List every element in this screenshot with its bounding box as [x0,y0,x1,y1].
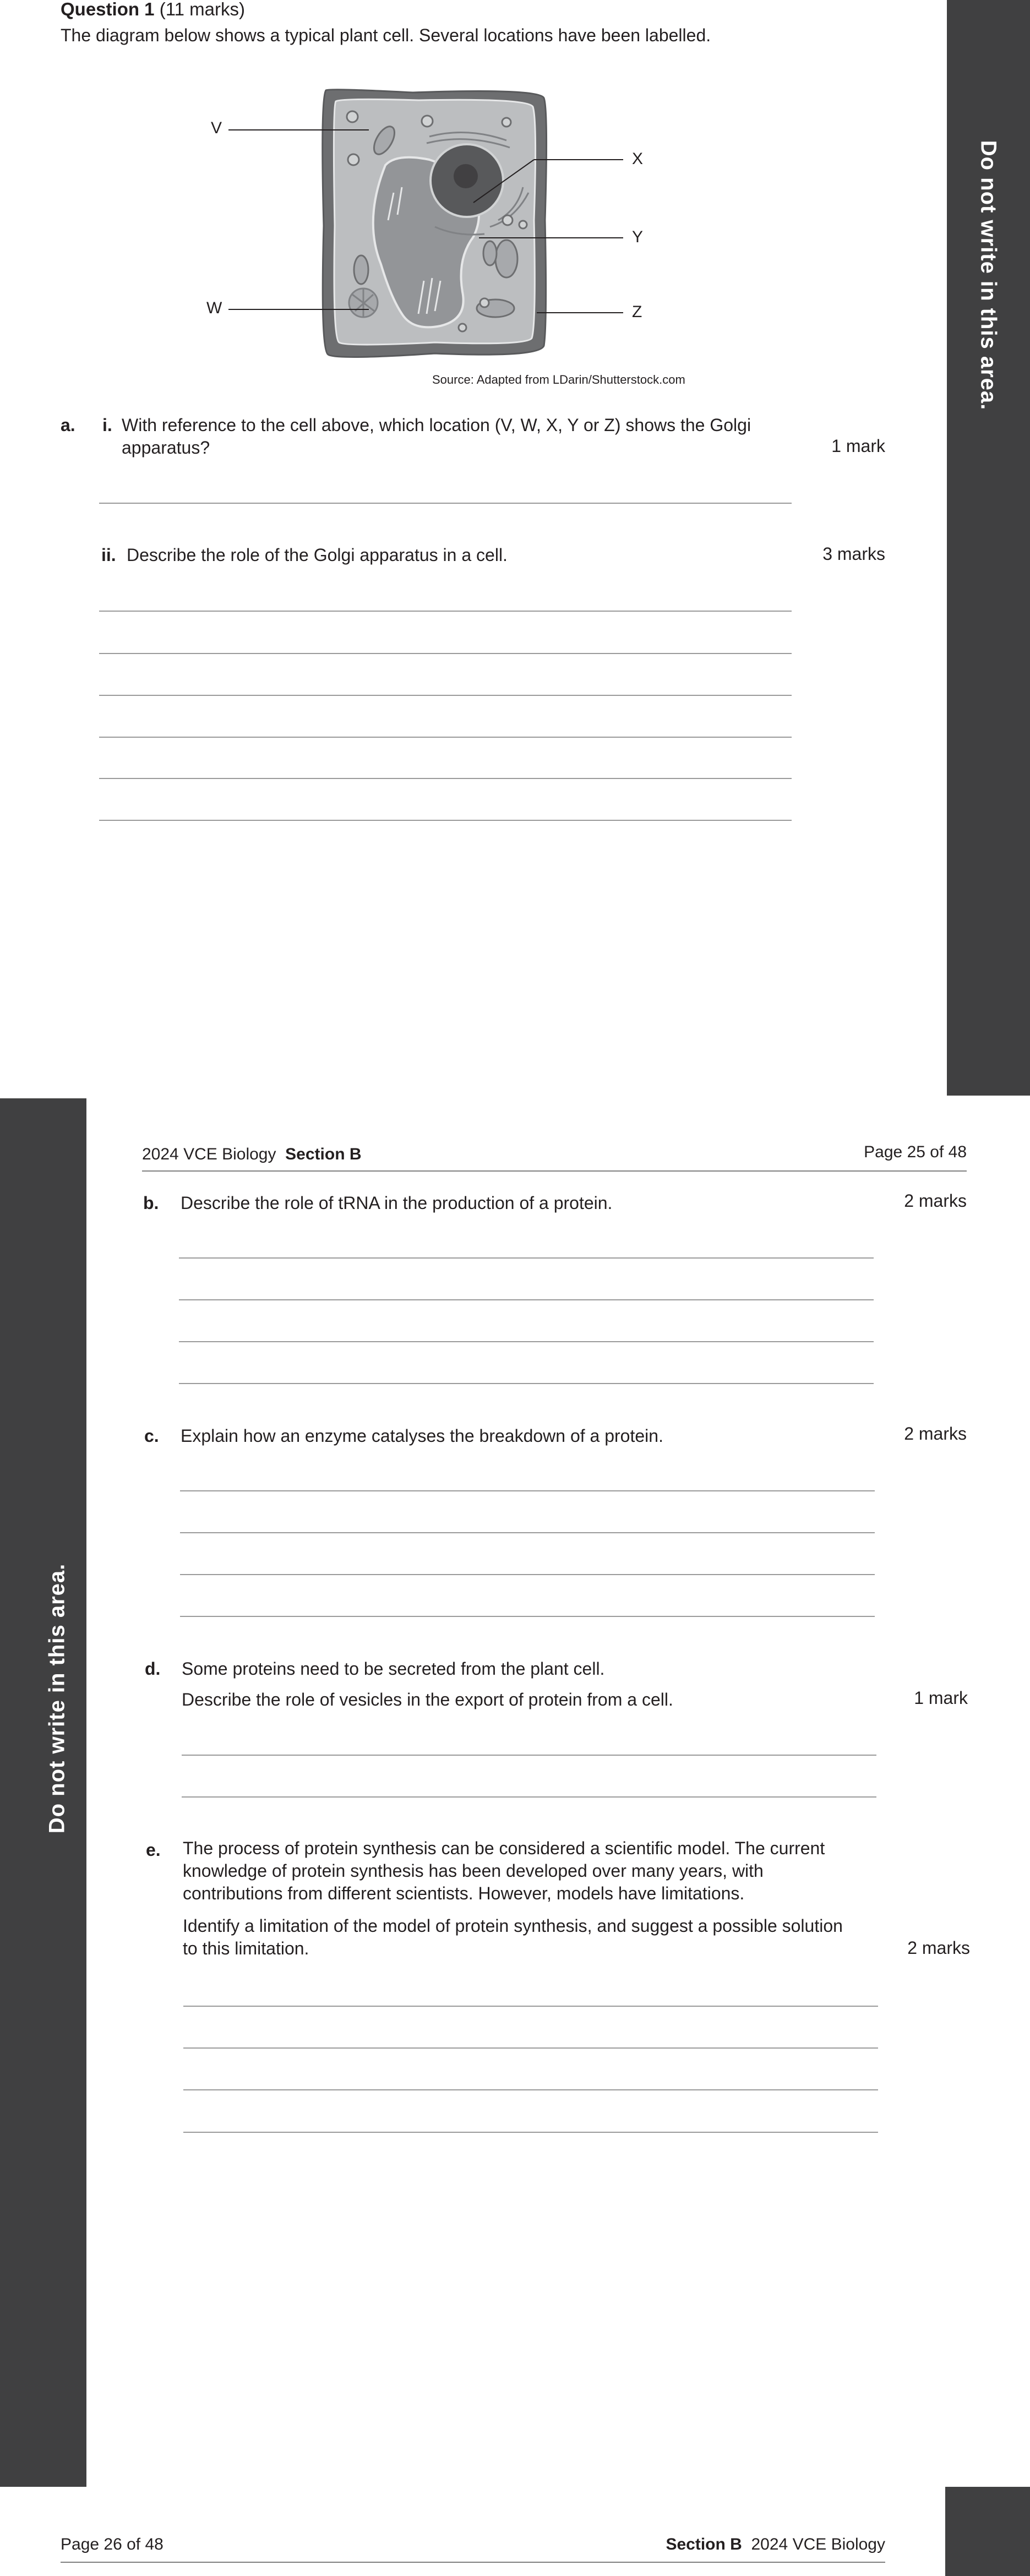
part-a-i-number: i. [102,415,112,435]
part-a-ii-number: ii. [101,545,116,565]
diagram-label-x: X [632,150,644,168]
part-e-p1-line3: contributions from different scientists. However, models have limitations. [183,1883,745,1903]
part-b-letter: b. [143,1193,159,1213]
page-footer-right [551,2535,885,2554]
nucleolus [454,164,478,188]
answer-line[interactable] [99,695,792,696]
part-c-marks: 2 marks [904,1424,967,1444]
part-e-p2-line2: to this limitation. [183,1938,309,1958]
diagram-source: Source: Adapted from LDarin/Shutterstock.com [432,373,685,386]
page-header-right: Page 25 of 48 [864,1143,967,1161]
answer-line[interactable] [183,2089,878,2090]
footer-rule [61,2562,885,2563]
header-section: Section B [285,1145,362,1163]
chloroplast [495,240,517,277]
diagram-label-z: Z [632,303,642,321]
answer-line[interactable] [183,2006,878,2007]
answer-line[interactable] [99,778,792,779]
diagram-label-w: W [206,299,222,317]
diagram-label-y: Y [632,228,644,246]
part-a-i-marks: 1 mark [831,436,885,456]
chloroplast [354,255,368,284]
part-d-text1: Some proteins need to be secreted from the plant cell. [182,1659,605,1679]
part-d-text2: Describe the role of vesicles in the export of protein from a cell. [182,1690,673,1709]
part-c-text: Explain how an enzyme catalyses the breakdown of a protein. [181,1426,663,1446]
header-rule [142,1170,967,1172]
answer-line[interactable] [179,1341,874,1342]
answer-line[interactable] [179,1383,874,1384]
part-e-marks: 2 marks [907,1938,970,1958]
part-a-i-question [122,414,751,459]
part-e-p1-line2: knowledge of protein synthesis has been developed over many years, with [183,1861,764,1881]
answer-line[interactable] [182,1796,876,1798]
answer-line[interactable] [183,2047,878,2049]
header-subject: 2024 VCE Biology [142,1145,276,1163]
part-a-ii-text: Describe the role of the Golgi apparatus in a cell. [127,545,508,565]
part-a-letter: a. [61,415,75,435]
answer-line[interactable] [180,1574,875,1575]
plant-cell-diagram [198,83,661,369]
golgi-apparatus [349,288,378,317]
chloroplast [483,241,497,265]
question-title [61,0,245,20]
answer-line[interactable] [99,653,792,654]
question-intro: The diagram below shows a typical plant cell. Several locations have been labelled. [61,25,711,45]
answer-line[interactable] [99,820,792,821]
part-b-marks: 2 marks [904,1191,967,1211]
answer-line[interactable] [99,737,792,738]
margin-warning-text: Do not write in this area. [976,140,1001,411]
answer-line[interactable] [99,503,792,504]
answer-line[interactable] [99,611,792,612]
part-e-p2-line1: Identify a limitation of the model of protein synthesis, and suggest a possible solution [183,1916,843,1936]
question-number: Question 1 [61,0,155,19]
page-header-left [142,1145,362,1164]
part-e-letter: e. [146,1840,161,1860]
part-a-i-text-line1: With reference to the cell above, which location (V, W, X, Y or Z) shows the Golgi [122,415,751,435]
part-a-ii-marks: 3 marks [822,544,885,564]
answer-line[interactable] [182,1755,876,1756]
footer-subject: 2024 VCE Biology [751,2535,885,2553]
answer-line[interactable] [180,1490,875,1491]
part-c-letter: c. [144,1426,159,1446]
part-e-p1-line1: The process of protein synthesis can be considered a scientific model. The current [183,1838,825,1858]
part-e-paragraph2 [183,1915,843,1960]
part-d-marks: 1 mark [914,1688,968,1708]
answer-line[interactable] [179,1299,874,1300]
answer-line[interactable] [180,1616,875,1617]
answer-line[interactable] [179,1257,874,1259]
margin-bar-bottom-right [945,2487,1030,2576]
part-d-letter: d. [145,1659,161,1679]
answer-line[interactable] [183,2132,878,2133]
margin-bar-left [0,1098,86,2487]
page-footer-left: Page 26 of 48 [61,2535,164,2553]
part-a-i-text-line2: apparatus? [122,438,210,458]
diagram-label-v: V [211,119,222,137]
question-marks: (11 marks) [159,0,245,19]
part-e-paragraph1 [183,1837,825,1905]
margin-warning-text: Do not write in this area. [45,1563,69,1834]
answer-line[interactable] [180,1532,875,1533]
part-b-text: Describe the role of tRNA in the production of a protein. [181,1193,613,1213]
footer-section: Section B [666,2535,742,2553]
margin-bar-right [947,0,1030,1096]
